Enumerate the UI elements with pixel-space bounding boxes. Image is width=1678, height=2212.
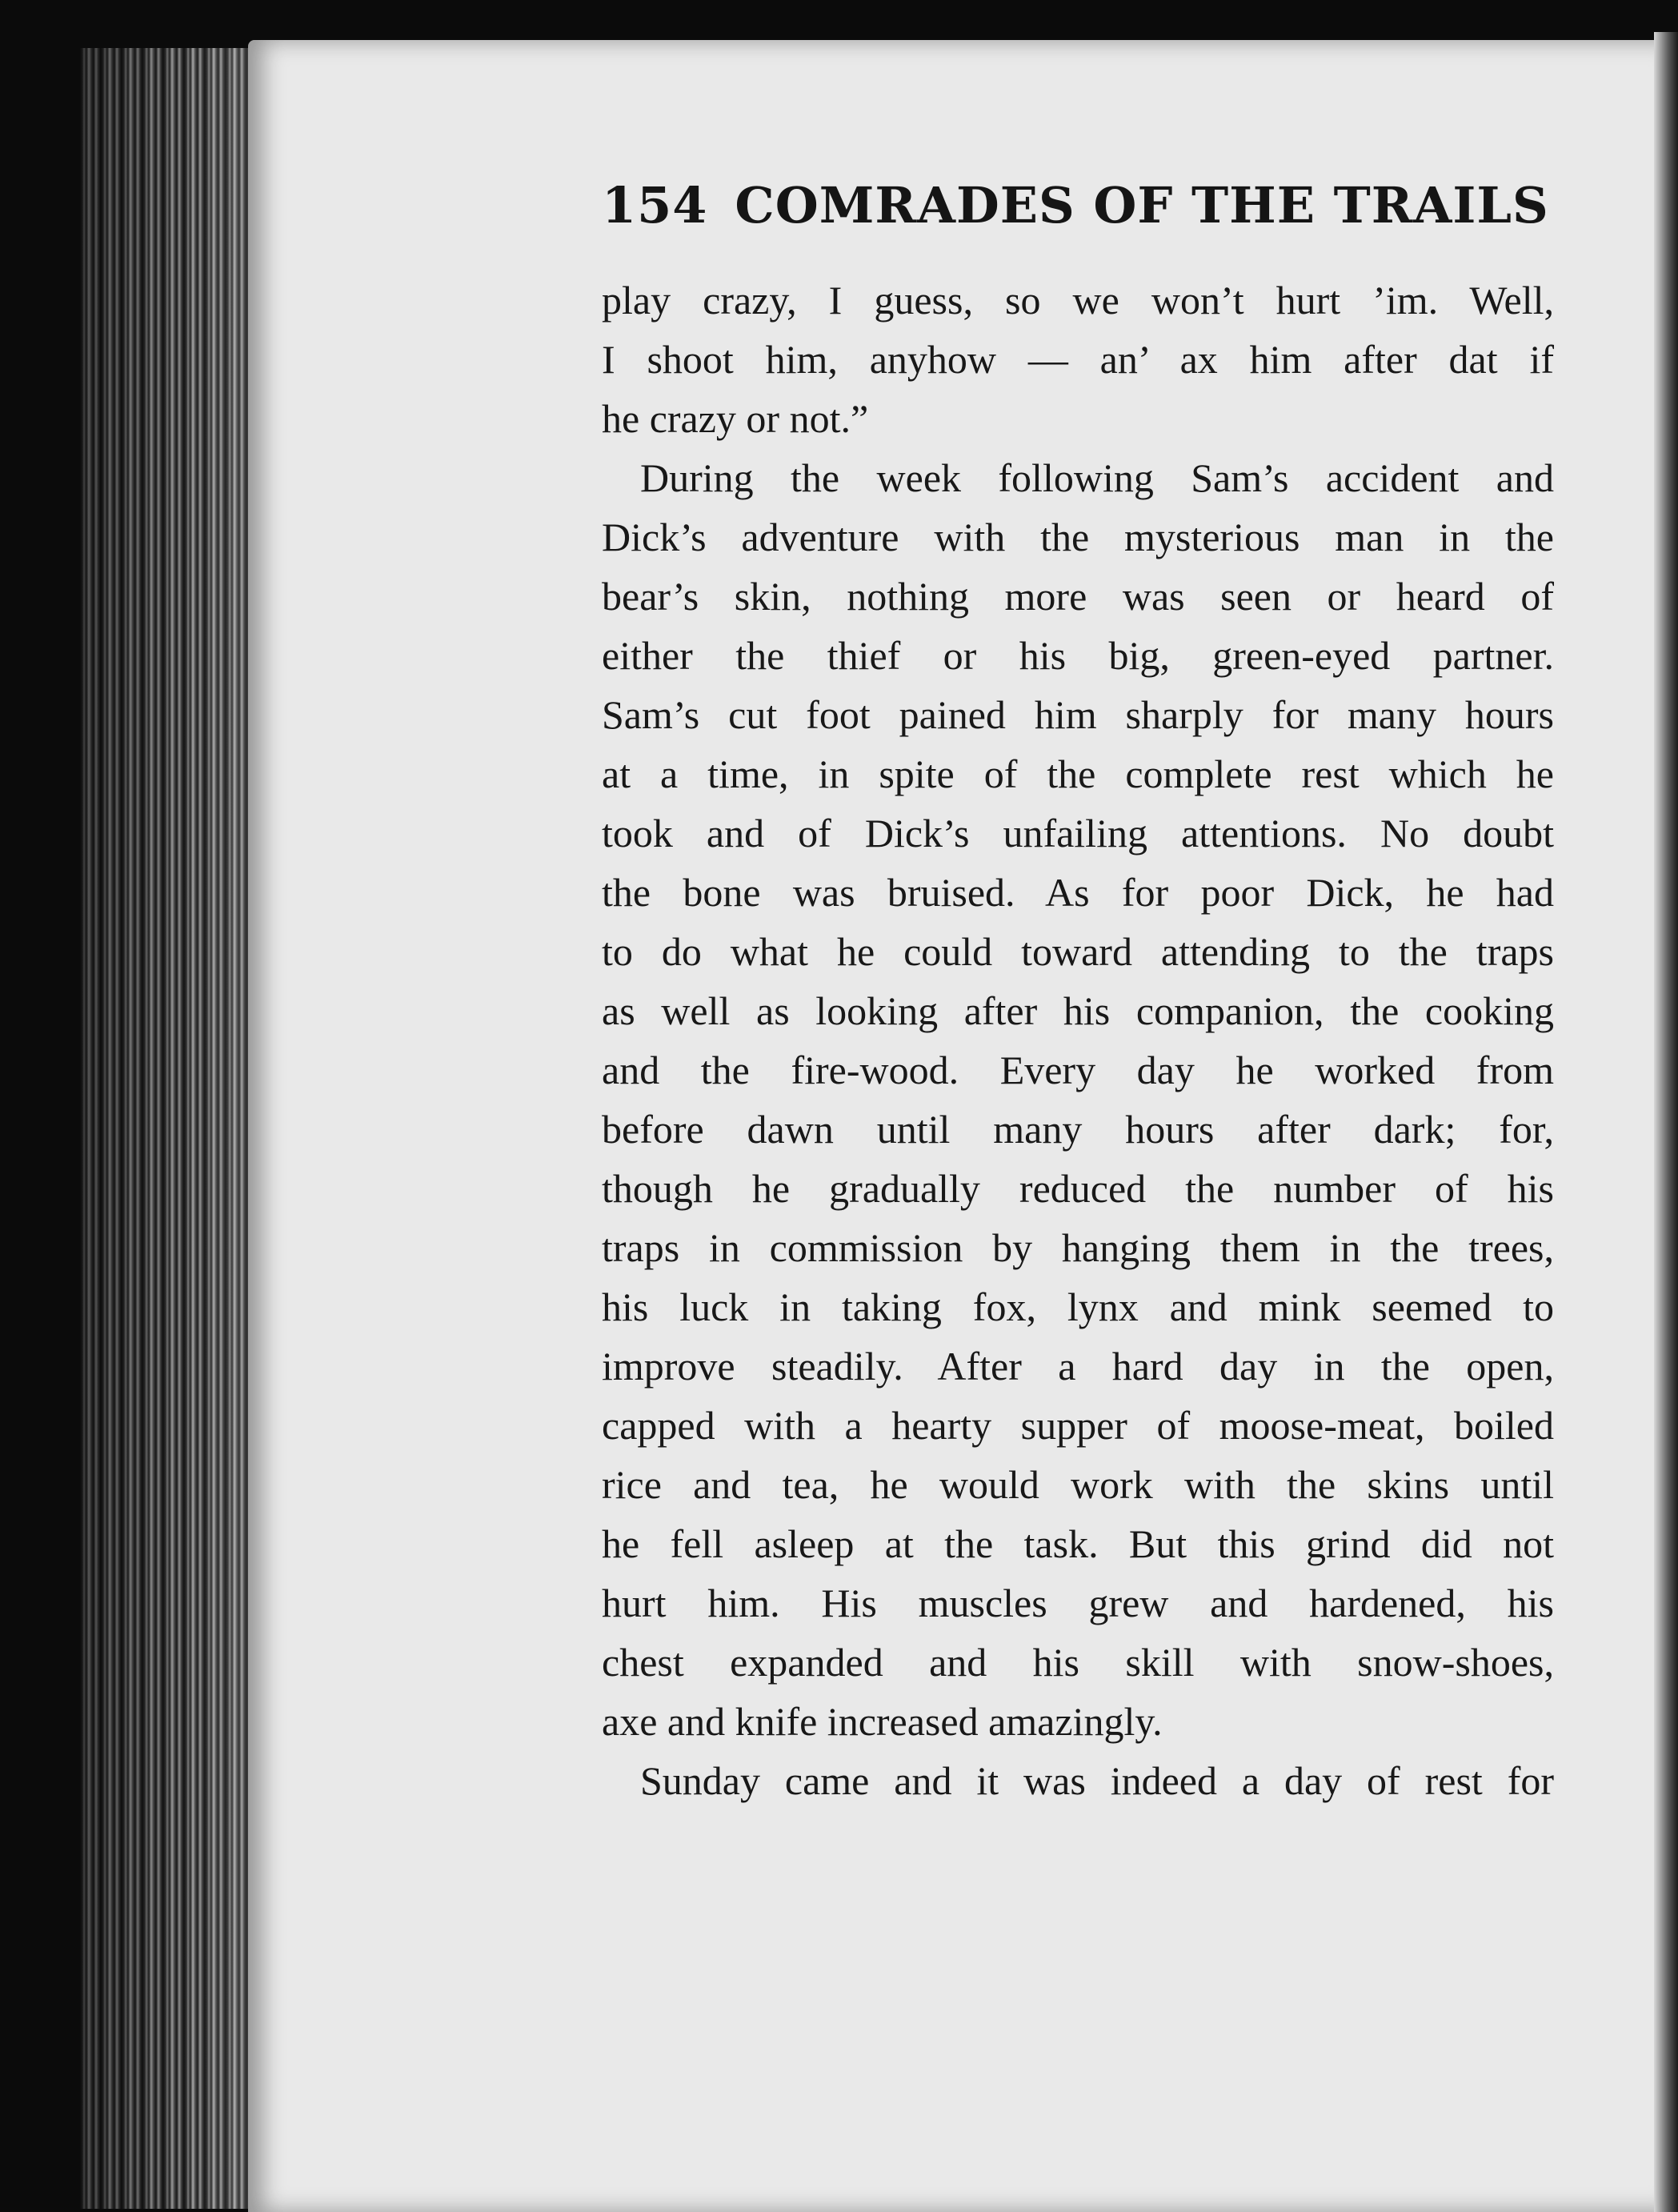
text-line: During the week following Sam’s accident and	[640, 455, 1554, 500]
text-line: Dick’s adventure with the mysterious man in the	[602, 515, 1554, 559]
text-line: though he gradually reduced the number of his	[602, 1166, 1554, 1211]
text-line: chest expanded and his skill with snow-shoes,	[602, 1640, 1554, 1685]
text-line: traps in commission by hanging them in the trees,	[602, 1225, 1554, 1270]
text-line: Sunday came and it was indeed a day of rest for	[640, 1758, 1554, 1803]
text-line: hurt him. His muscles grew and hardened, his	[602, 1581, 1554, 1625]
body-text	[602, 270, 1554, 1810]
text-line: rice and tea, he would work with the skins until	[602, 1462, 1554, 1507]
text-line: before dawn until many hours after dark; for,	[602, 1107, 1554, 1152]
running-header	[602, 176, 1554, 240]
text-line: Sam’s cut foot pained him sharply for many hours	[602, 692, 1554, 737]
text-line: took and of Dick’s unfailing attentions. No doubt	[602, 811, 1554, 856]
text-line: bear’s skin, nothing more was seen or heard of	[602, 574, 1554, 619]
running-title: COMRADES OF THE TRAILS	[735, 176, 1549, 234]
text-line: I shoot him, anyhow — an’ ax him after dat if	[602, 337, 1554, 382]
text-line: play crazy, I guess, so we won’t hurt ’im. Well,	[602, 278, 1554, 323]
text-line: to do what he could toward attending to the traps	[602, 929, 1554, 974]
text-line: axe and knife increased amazingly.	[602, 1699, 1163, 1744]
page-number: 154	[602, 176, 708, 234]
text-line: he fell asleep at the task. But this grind did not	[602, 1521, 1554, 1566]
text-line: as well as looking after his companion, the cooking	[602, 988, 1554, 1033]
text-line: at a time, in spite of the complete rest which he	[602, 751, 1554, 796]
text-line: he crazy or not.”	[602, 396, 869, 441]
text-line: improve steadily. After a hard day in the open,	[602, 1344, 1554, 1389]
text-line: the bone was bruised. As for poor Dick, he had	[602, 870, 1554, 915]
text-line: capped with a hearty supper of moose-meat, boiled	[602, 1403, 1554, 1448]
text-line: his luck in taking fox, lynx and mink seemed to	[602, 1284, 1554, 1329]
text-line: either the thief or his big, green-eyed partner.	[602, 633, 1554, 678]
page-stack-edge	[80, 48, 264, 2209]
text-line: and the fire-wood. Every day he worked from	[602, 1048, 1554, 1092]
page-right-edge	[1654, 32, 1678, 2212]
